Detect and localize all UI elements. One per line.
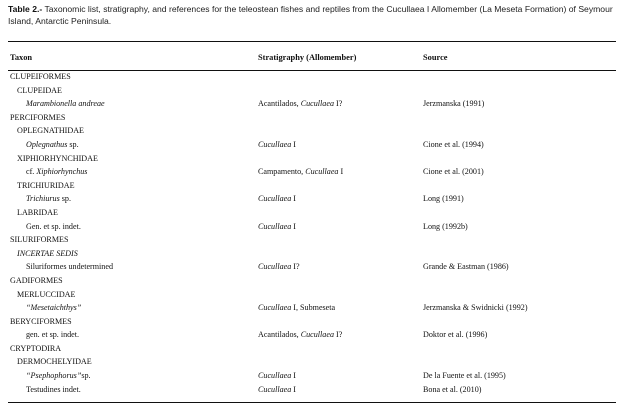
taxon-cell — [10, 369, 91, 383]
table-row — [8, 138, 616, 152]
table-row — [8, 288, 616, 302]
source-cell: Long (1992b) — [423, 221, 468, 231]
taxon-cell — [10, 260, 113, 274]
taxon-name: GADIFORMES — [10, 275, 63, 285]
stratigraphy-part: Cucullaea — [258, 384, 292, 394]
taxon-cell — [10, 247, 78, 261]
stratigraphy-cell — [258, 301, 335, 315]
source-cell: Jerzmanska & Swidnicki (1992) — [423, 303, 528, 313]
stratigraphy-part: Acantilados, — [258, 99, 301, 109]
table-bottom-rule — [8, 402, 616, 403]
table-row — [8, 165, 616, 179]
taxon-cell — [10, 111, 65, 125]
taxon-suffix: sp. — [81, 371, 91, 381]
taxon-cell — [10, 152, 98, 166]
source-cell: Long (1991) — [423, 194, 464, 204]
stratigraphy-part: Cucullaea — [258, 194, 292, 204]
stratigraphy-part: Cucullaea — [305, 167, 339, 177]
stratigraphy-cell — [258, 260, 300, 274]
stratigraphy-cell — [258, 138, 296, 152]
stratigraphy-part: Cucullaea — [258, 262, 292, 272]
taxon-cell — [10, 301, 81, 315]
taxon-name: SILURIFORMES — [10, 235, 69, 245]
stratigraphy-cell — [258, 165, 343, 179]
table-row — [8, 97, 616, 111]
taxon-cell — [10, 138, 79, 152]
taxon-name: CLUPEIDAE — [17, 85, 62, 95]
column-header-source: Source — [423, 53, 448, 62]
taxon-cell — [10, 70, 71, 84]
table-row — [8, 355, 616, 369]
taxon-name: “Mesetaichthys” — [26, 303, 82, 313]
taxon-suffix: sp. — [59, 194, 71, 204]
taxon-cell — [10, 192, 71, 206]
table-body — [8, 70, 616, 396]
source-cell: Grande & Eastman (1986) — [423, 262, 509, 272]
taxon-name: DERMOCHELYIDAE — [17, 357, 92, 367]
stratigraphy-part: I — [291, 384, 296, 394]
taxon-prefix: cf. — [26, 167, 37, 177]
taxon-cell — [10, 355, 92, 369]
table-row — [8, 111, 616, 125]
stratigraphy-part: Cucullaea — [300, 330, 334, 340]
taxon-name: Marambionella andreae — [26, 99, 105, 109]
stratigraphy-part: I, Submeseta — [291, 303, 336, 313]
taxon-cell — [10, 342, 61, 356]
taxon-cell — [10, 383, 81, 397]
taxon-name: gen. et sp. indet. — [26, 330, 80, 340]
taxon-name: BERYCIFORMES — [10, 316, 72, 326]
taxon-cell — [10, 206, 58, 220]
taxon-cell — [10, 165, 87, 179]
table-row — [8, 220, 616, 234]
taxon-name: Trichiurus — [26, 194, 60, 204]
table-row — [8, 247, 616, 261]
source-cell: Doktor et al. (1996) — [423, 330, 488, 340]
taxon-name: XIPHIORHYNCHIDAE — [17, 153, 98, 163]
taxon-name: Testudines indet. — [26, 384, 81, 394]
source-cell: Cione et al. (2001) — [423, 167, 484, 177]
stratigraphy-part: I — [291, 221, 296, 231]
stratigraphy-part: I — [291, 371, 296, 381]
taxon-name: LABRIDAE — [17, 207, 58, 217]
taxon-cell — [10, 97, 105, 111]
stratigraphy-cell — [258, 97, 342, 111]
stratigraphy-part: Cucullaea — [258, 139, 292, 149]
stratigraphy-cell — [258, 383, 296, 397]
stratigraphy-part: I? — [334, 330, 343, 340]
stratigraphy-part: Cucullaea — [300, 99, 334, 109]
table-caption-label: Table 2.- — [8, 4, 43, 14]
table-caption — [8, 4, 616, 27]
taxon-name: Gen. et sp. indet. — [26, 221, 81, 231]
stratigraphy-part: Cucullaea — [258, 371, 292, 381]
taxon-name: “Psephophorus” — [26, 371, 82, 381]
stratigraphy-part: Cucullaea — [258, 221, 292, 231]
taxon-cell — [10, 124, 84, 138]
source-cell: Jerzmanska (1991) — [423, 99, 485, 109]
table-row — [8, 84, 616, 98]
taxon-cell — [10, 288, 75, 302]
stratigraphy-part: Cucullaea — [258, 303, 292, 313]
taxon-cell — [10, 315, 72, 329]
table-row — [8, 179, 616, 193]
stratigraphy-part: I — [291, 194, 296, 204]
taxon-suffix: sp. — [67, 139, 79, 149]
stratigraphy-cell — [258, 220, 296, 234]
taxon-name: Siluriformes undetermined — [26, 262, 113, 272]
taxon-name: OPLEGNATHIDAE — [17, 126, 84, 136]
stratigraphy-part: I? — [334, 99, 343, 109]
stratigraphy-part: I? — [291, 262, 300, 272]
taxon-cell — [10, 328, 79, 342]
column-header-stratigraphy: Stratigraphy (Allomember) — [258, 53, 357, 62]
stratigraphy-cell — [258, 369, 296, 383]
taxon-cell — [10, 84, 62, 98]
taxon-name: PERCIFORMES — [10, 112, 66, 122]
stratigraphy-part: I — [338, 167, 344, 177]
source-cell: Bona et al. (2010) — [423, 384, 482, 394]
taxon-name: MERLUCCIDAE — [17, 289, 76, 299]
taxon-name: Xiphiorhynchus — [36, 167, 88, 177]
table-caption-text: Taxonomic list, stratigraphy, and references for the teleostean fishes and reptiles from the Cucullaea I Allomember (La Meseta Formation) of Seymour Island, Antarctic Peninsula. — [8, 4, 613, 26]
stratigraphy-cell — [258, 328, 342, 342]
table-row — [8, 369, 616, 383]
stratigraphy-cell — [258, 192, 296, 206]
taxon-name: CLUPEIFORMES — [10, 72, 71, 81]
taxon-cell — [10, 233, 68, 247]
taxon-name: TRICHIURIDAE — [17, 180, 75, 190]
stratigraphy-part: Acantilados, — [258, 330, 301, 340]
table-top-rule — [8, 41, 616, 42]
taxon-name: INCERTAE SEDIS — [17, 248, 78, 258]
table-row — [8, 152, 616, 166]
stratigraphy-part: I — [291, 139, 296, 149]
taxon-cell — [10, 179, 75, 193]
table-row — [8, 342, 616, 356]
taxon-cell — [10, 274, 63, 288]
table-row — [8, 233, 616, 247]
source-cell: De la Fuente et al. (1995) — [423, 371, 506, 381]
table-row — [8, 192, 616, 206]
taxon-name: CRYPTODIRA — [10, 343, 62, 353]
table-row — [8, 383, 616, 397]
taxon-cell — [10, 220, 81, 234]
column-header-taxon: Taxon — [10, 53, 33, 62]
table-row — [8, 70, 616, 84]
table-row — [8, 274, 616, 288]
table-row — [8, 124, 616, 138]
table-row — [8, 328, 616, 342]
taxon-name: Oplegnathus — [26, 139, 68, 149]
stratigraphy-part: Campamento, — [258, 167, 306, 177]
table-row — [8, 301, 616, 315]
table-row — [8, 260, 616, 274]
table-row — [8, 206, 616, 220]
table-row — [8, 315, 616, 329]
source-cell: Cione et al. (1994) — [423, 139, 484, 149]
